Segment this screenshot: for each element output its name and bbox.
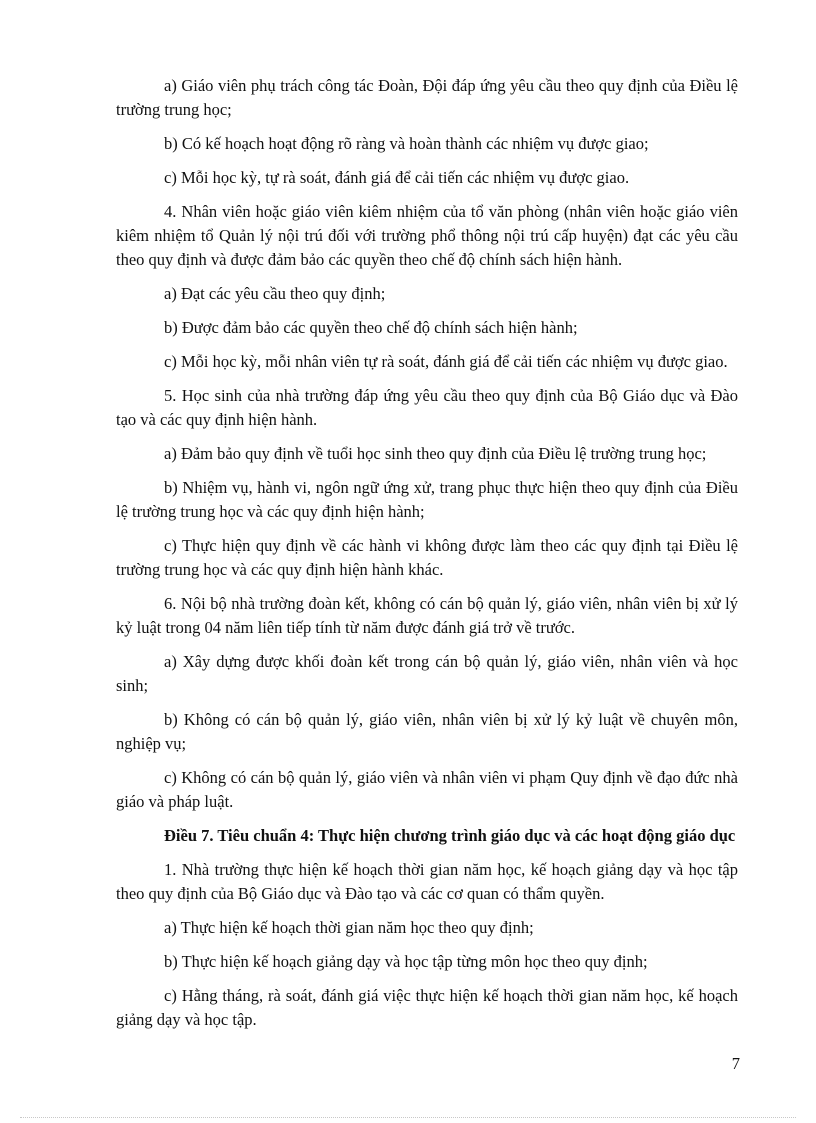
paragraph-3b-activity-plan: b) Có kế hoạch hoạt động rõ ràng và hoàn thành các nhiệm vụ được giao; <box>164 134 649 153</box>
paragraph-6b-no-discipline: b) Không có cán bộ quản lý, giáo viên, nhân viên bị xử lý kỷ luật về chuyên môn, nghiệp vụ; <box>116 710 738 753</box>
paragraph-5-students: 5. Học sinh của nhà trường đáp ứng yêu cầu theo quy định của Bộ Giáo dục và Đào tạo và các quy định hiện hành. <box>116 386 738 429</box>
paragraph-6-internal-unity: 6. Nội bộ nhà trường đoàn kết, không có cán bộ quản lý, giáo viên, nhân viên bị xử lý kỷ luật trong 04 năm liên tiếp tính từ năm được đánh giá trở về trước. <box>116 594 738 637</box>
paragraph-3c-self-review: c) Mỗi học kỳ, tự rà soát, đánh giá để cải tiến các nhiệm vụ được giao. <box>164 168 630 187</box>
page-bottom-divider <box>20 1117 796 1118</box>
paragraph-6a-solidarity: a) Xây dựng được khối đoàn kết trong cán bộ quản lý, giáo viên, nhân viên và học sinh; <box>116 652 738 695</box>
paragraph-6c-no-violation: c) Không có cán bộ quản lý, giáo viên và nhân viên vi phạm Quy định về đạo đức nhà giáo và pháp luật. <box>116 768 738 811</box>
paragraph-4-office-staff: 4. Nhân viên hoặc giáo viên kiêm nhiệm của tổ văn phòng (nhân viên hoặc giáo viên kiêm nhiệm tổ Quản lý nội trú đối với trường phổ thông nội trú cấp huyện) đạt các yêu cầu theo quy định và được đảm bảo các quyền theo chế độ chính sách hiện hành. <box>116 202 738 269</box>
paragraph-7-1c-monthly-review: c) Hằng tháng, rà soát, đánh giá việc thực hiện kế hoạch thời gian năm học, kế hoạch giảng dạy và học tập. <box>116 986 738 1029</box>
page-body <box>116 74 738 1042</box>
page-number: 7 <box>731 1054 740 1073</box>
paragraph-4a-requirements: a) Đạt các yêu cầu theo quy định; <box>164 284 386 303</box>
paragraph-3a-youth-teacher: a) Giáo viên phụ trách công tác Đoàn, Đội đáp ứng yêu cầu theo quy định của Điều lệ trường trung học; <box>116 76 738 119</box>
article-7-heading: Điều 7. Tiêu chuẩn 4: Thực hiện chương trình giáo dục và các hoạt động giáo dục <box>164 826 736 845</box>
paragraph-5c-prohibited-acts: c) Thực hiện quy định về các hành vi không được làm theo các quy định tại Điều lệ trường trung học và các quy định hiện hành khác. <box>116 536 738 579</box>
paragraph-7-1-school-plan: 1. Nhà trường thực hiện kế hoạch thời gian năm học, kế hoạch giảng dạy và học tập theo quy định của Bộ Giáo dục và Đào tạo và các cơ quan có thẩm quyền. <box>116 860 738 903</box>
paragraph-4c-staff-review: c) Mỗi học kỳ, mỗi nhân viên tự rà soát, đánh giá để cải tiến các nhiệm vụ được giao. <box>164 352 728 371</box>
paragraph-7-1a-time-plan: a) Thực hiện kế hoạch thời gian năm học theo quy định; <box>164 918 534 937</box>
paragraph-5a-student-age: a) Đảm bảo quy định về tuổi học sinh theo quy định của Điều lệ trường trung học; <box>164 444 707 463</box>
paragraph-5b-student-conduct: b) Nhiệm vụ, hành vi, ngôn ngữ ứng xử, trang phục thực hiện theo quy định của Điều lệ trường trung học và các quy định hiện hành; <box>116 478 738 521</box>
paragraph-4b-rights: b) Được đảm bảo các quyền theo chế độ chính sách hiện hành; <box>164 318 578 337</box>
paragraph-7-1b-teaching-plan: b) Thực hiện kế hoạch giảng dạy và học tập từng môn học theo quy định; <box>164 952 648 971</box>
